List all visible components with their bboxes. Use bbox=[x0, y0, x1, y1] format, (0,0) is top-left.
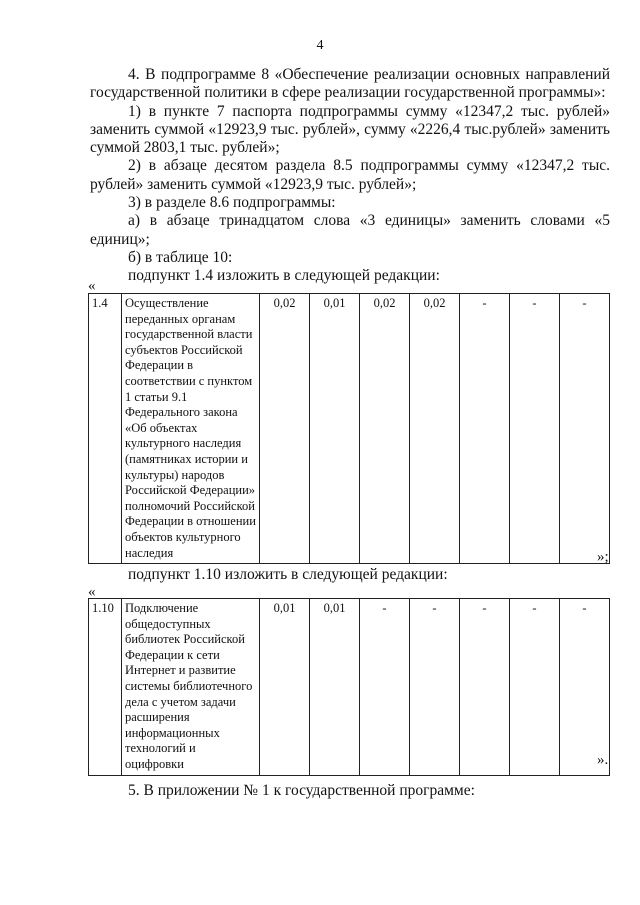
value-cell: - bbox=[560, 599, 610, 776]
close-quote-1: »; bbox=[597, 549, 609, 565]
intro-1-4: подпункт 1.4 изложить в следующей редакции: bbox=[128, 267, 440, 285]
value-cell: - bbox=[510, 294, 560, 564]
table-row-1-10 bbox=[88, 598, 610, 776]
open-quote-1: « bbox=[88, 278, 96, 294]
value-cell: - bbox=[410, 599, 460, 776]
row-number: 1.10 bbox=[89, 599, 122, 776]
paragraph-1: 1) в пункте 7 паспорта подпрограммы сумму «12347,2 тыс. рублей» заменить суммой «12923,9 тыс. рублей», сумму «2226,4 тыс.рублей» заменить суммой 2803,1 тыс. рублей»; bbox=[90, 102, 610, 157]
value-cell: - bbox=[560, 294, 610, 564]
value-cell: 0,01 bbox=[310, 294, 360, 564]
row-name: Осуществление переданных органам государственной власти субъектов Российской Федерации в соответствии с пунктом 1 статьи 9.1 Федерального закона «Об объектах культурного наследия (памятниках истории и культуры) народов Российской Федерации» полномочий Российской Федерации в отношении объектов культурного наследия bbox=[122, 294, 260, 564]
value-cell: - bbox=[360, 599, 410, 776]
row-name: Подключение общедоступных библиотек Российской Федерации к сети Интернет и развитие системы библиотечного дела с учетом задачи расширения информационных технологий и оцифровки bbox=[122, 599, 260, 776]
paragraph-2: 2) в абзаце десятом раздела 8.5 подпрограммы сумму «12347,2 тыс. рублей» заменить суммой «12923,9 тыс. рублей»; bbox=[90, 157, 610, 193]
paragraph-b: б) в таблице 10: bbox=[128, 248, 233, 266]
value-cell: 0,02 bbox=[360, 294, 410, 564]
close-quote-2: ». bbox=[597, 752, 609, 768]
value-cell: 0,01 bbox=[310, 599, 360, 776]
amendment-text bbox=[90, 66, 610, 286]
paragraph-5: 5. В приложении № 1 к государственной программе: bbox=[128, 782, 475, 799]
value-cell: - bbox=[510, 599, 560, 776]
value-cell: 0,02 bbox=[410, 294, 460, 564]
intro-1-10: подпункт 1.10 изложить в следующей редакции: bbox=[128, 566, 448, 583]
paragraph-4: 4. В подпрограмме 8 «Обеспечение реализации основных направлений государственной политики в сфере реализации государственной программы»: bbox=[90, 66, 610, 102]
value-cell: - bbox=[460, 599, 510, 776]
paragraph-3: 3) в разделе 8.6 подпрограммы: bbox=[128, 194, 336, 212]
page-number: 4 bbox=[316, 38, 324, 53]
value-cell: 0,01 bbox=[260, 599, 310, 776]
table-row-1-4 bbox=[88, 293, 610, 564]
row-number: 1.4 bbox=[89, 294, 122, 564]
value-cell: - bbox=[460, 294, 510, 564]
value-cell: 0,02 bbox=[260, 294, 310, 564]
open-quote-2: « bbox=[88, 584, 96, 600]
paragraph-a: а) в абзаце тринадцатом слова «3 единицы» заменить словами «5 единиц»; bbox=[90, 212, 610, 248]
